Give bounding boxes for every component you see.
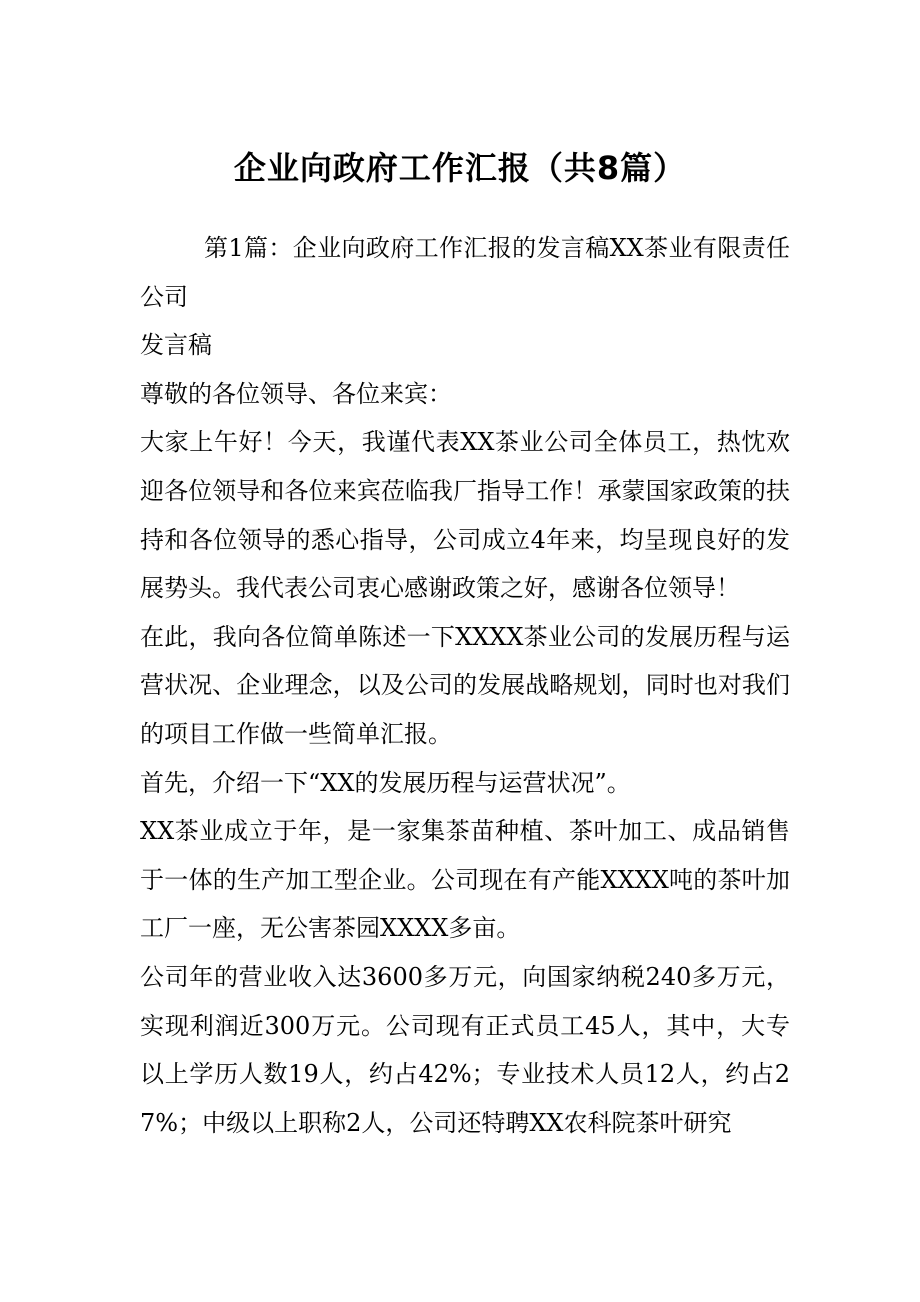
paragraph: 大家上午好！今天，我谨代表XX茶业公司全体员工，热忱欢迎各位领导和各位来宾莅临我厂指导工作！承蒙国家政策的扶持和各位领导的悉心指导，公司成立4年来，均呈现良好的发展势头。我代表公司衷心感谢政策之好，感谢各位领导！	[140, 428, 790, 603]
paragraph: XX茶业成立于年，是一家集茶苗种植、茶叶加工、成品销售于一体的生产加工型企业。公司现在有产能XXXX吨的茶叶加工厂一座，无公害茶园XXXX多亩。	[140, 817, 790, 943]
paragraph: 在此，我向各位简单陈述一下XXXX茶业公司的发展历程与运营状况、企业理念，以及公司的发展战略规划，同时也对我们的项目工作做一些简单汇报。	[140, 622, 790, 748]
paragraph-heading: 第1篇：企业向政府工作汇报的发言稿XX茶业有限责任公司	[140, 234, 790, 311]
document-body	[140, 224, 790, 1147]
document-title: 企业向政府工作汇报（共8篇）	[233, 149, 687, 187]
paragraph: 发言稿	[140, 331, 212, 360]
paragraph: 首先，介绍一下“XX的发展历程与运营状况”。	[140, 768, 631, 797]
paragraph: 公司年的营业收入达3600多万元，向国家纳税240多万元，实现利润近300万元。公司现有正式员工45人，其中，大专以上学历人数19人，约占42%；专业技术人员12人，约占27%；中级以上职称2人，公司还特聘XX农科院茶叶研究	[140, 962, 790, 1137]
paragraph: 尊敬的各位领导、各位来宾：	[140, 379, 452, 408]
